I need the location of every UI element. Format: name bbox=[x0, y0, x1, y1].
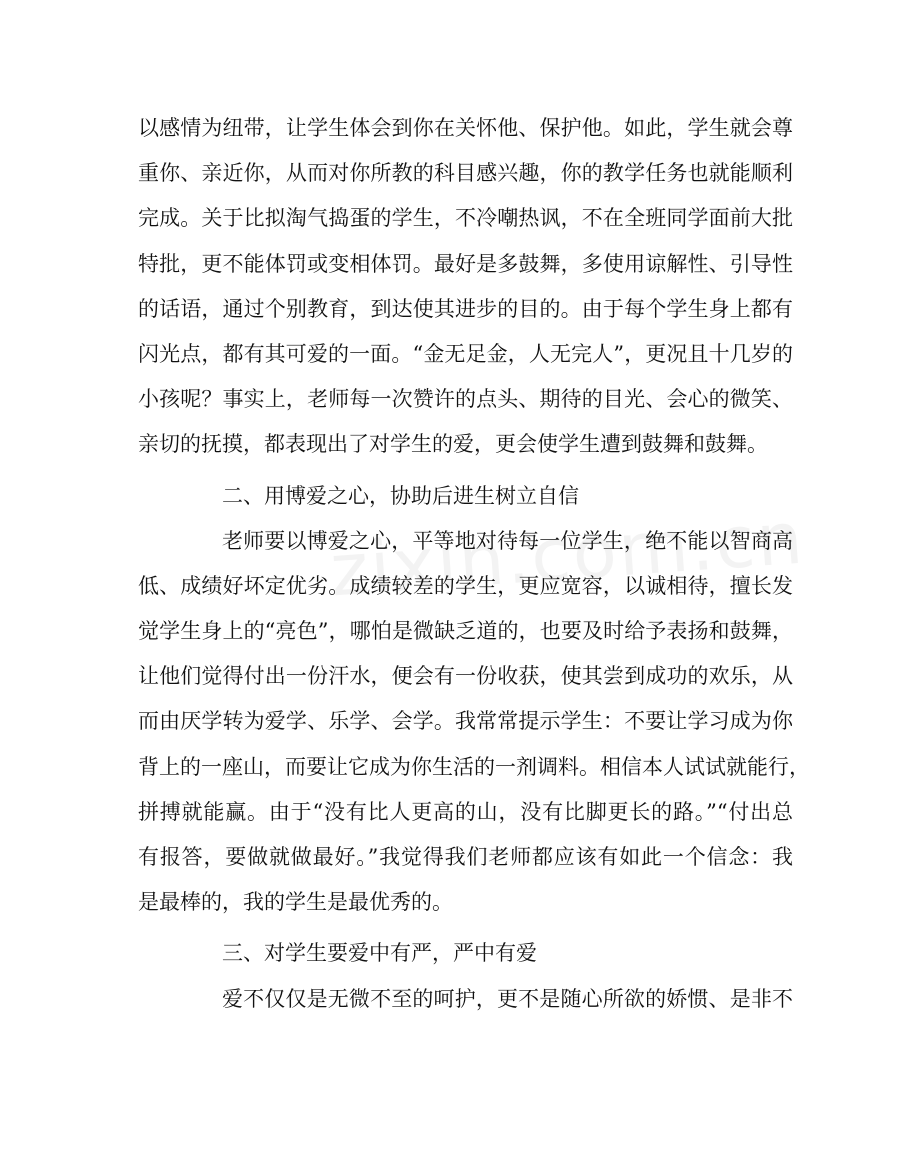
text-line: 特批，更不能体罚或变相体罚。最好是多鼓舞，多使用谅解性、引导性 bbox=[138, 251, 793, 276]
text-line: 老师要以博爱之心，平等地对待每一位学生，绝不能以智商高 bbox=[222, 528, 793, 553]
text-line: 觉学生身上的“亮色”，哪怕是微缺乏道的，也要及时给予表扬和鼓舞， bbox=[138, 619, 793, 644]
text-line: 小孩呢？事实上，老师每一次赞许的点头、期待的目光、会心的微笑、 bbox=[138, 387, 793, 412]
text-line: 背上的一座山，而要让它成为你生活的一剂调料。相信本人试试就能行， bbox=[138, 754, 810, 779]
text-line: 让他们觉得付出一份汗水，便会有一份收获，使其尝到成功的欢乐，从 bbox=[138, 664, 793, 689]
text-line: 是最棒的，我的学生是最优秀的。 bbox=[138, 890, 453, 915]
text-line: 闪光点，都有其可爱的一面。“金无足金，人无完人”，更况且十几岁的 bbox=[138, 341, 793, 366]
text-line: 拼搏就能赢。由于“没有比人更高的山，没有比脚更长的路。”“付出总 bbox=[138, 799, 793, 824]
text-line: 爱不仅仅是无微不至的呵护，更不是随心所欲的娇惯、是非不 bbox=[222, 986, 793, 1011]
text-line: 有报答，要做就做最好。”我觉得我们老师都应该有如此一个信念：我 bbox=[138, 845, 793, 869]
body-text bbox=[138, 106, 810, 1022]
text-line: 亲切的抚摸，都表现出了对学生的爱，更会使学生遭到鼓舞和鼓舞。 bbox=[138, 432, 768, 457]
text-line: 的话语，通过个别教育，到达使其进步的目的。由于每个学生身上都有 bbox=[138, 296, 793, 321]
text-line: 低、成绩好坏定优劣。成绩较差的学生，更应宽容，以诚相待，擅长发 bbox=[138, 573, 793, 598]
section-heading: 三、对学生要爱中有严，严中有爱 bbox=[222, 941, 537, 966]
text-line: 而由厌学转为爱学、乐学、会学。我常常提示学生：不要让学习成为你 bbox=[138, 709, 793, 734]
text-line: 重你、亲近你，从而对你所教的科目感兴趣，你的教学任务也就能顺利 bbox=[138, 161, 793, 186]
text-line: 以感情为纽带，让学生体会到你在关怀他、保护他。如此，学生就会尊 bbox=[138, 116, 793, 140]
text-line: 完成。关于比拟淘气捣蛋的学生，不冷嘲热讽，不在全班同学面前大批 bbox=[138, 206, 793, 231]
section-heading: 二、用博爱之心，协助后进生树立自信 bbox=[222, 483, 579, 508]
